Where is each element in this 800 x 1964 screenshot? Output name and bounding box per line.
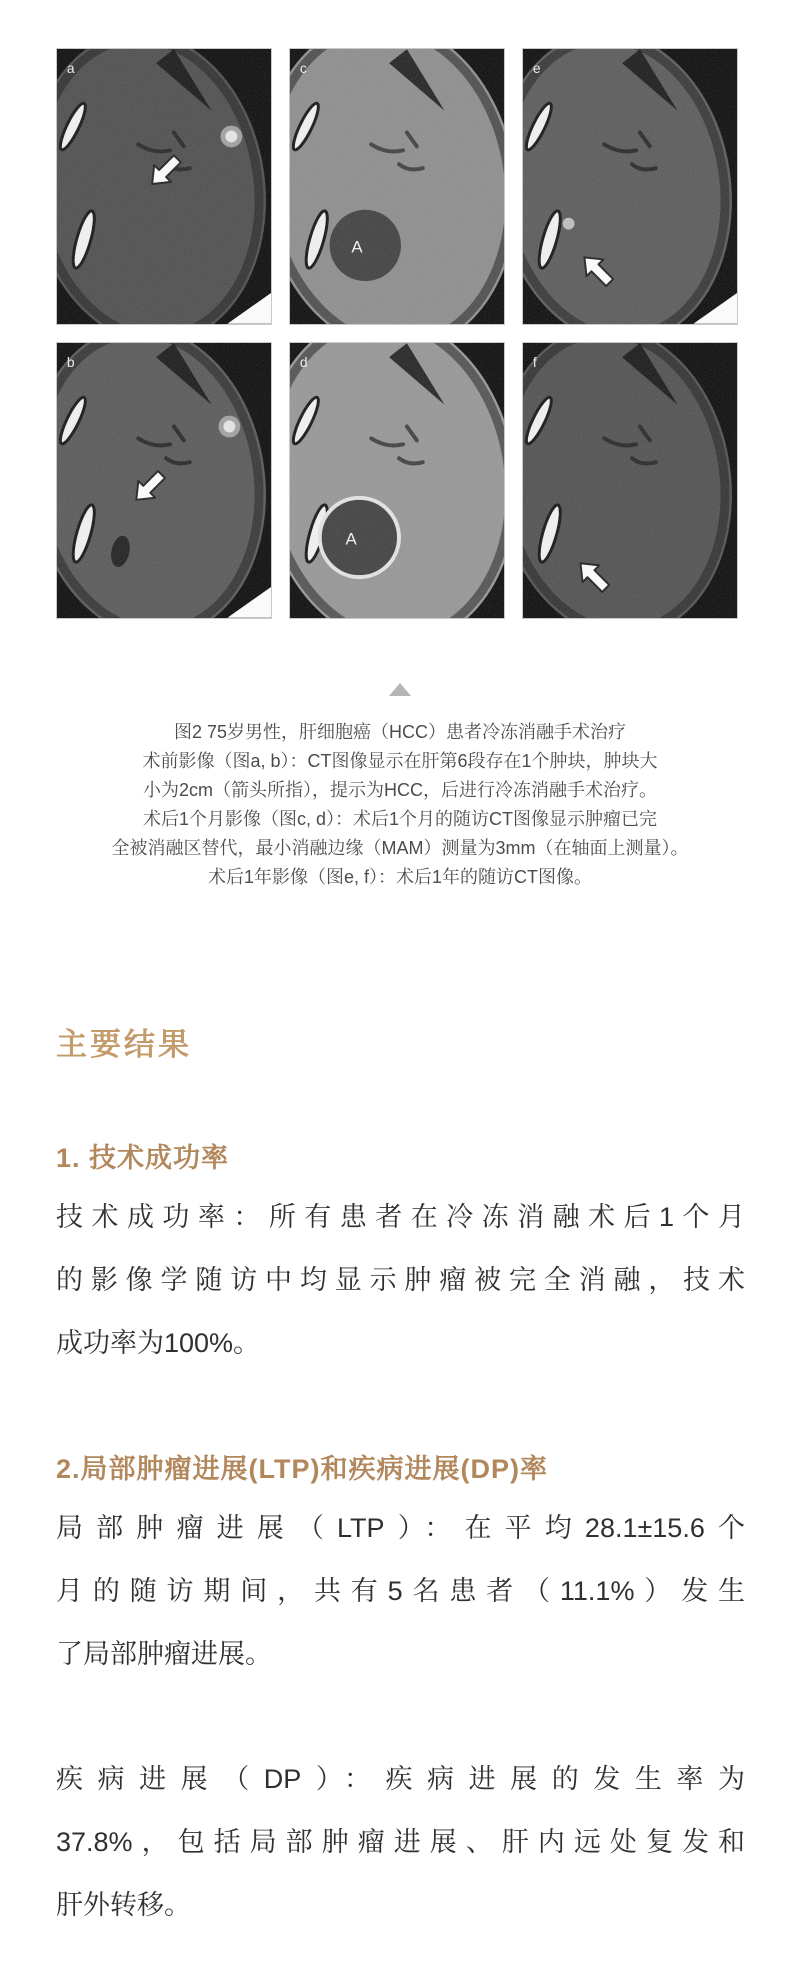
subsection-heading-1: 1. 技术成功率 <box>56 1143 230 1173</box>
paragraph-line: 疾病进展（DP）：疾病进展的发生率为 <box>56 1764 745 1794</box>
panel-letter-label: f <box>532 354 537 371</box>
caption-line: 小为2cm（箭头所指），提示为HCC，后进行冷冻消融手术治疗。 <box>143 780 657 800</box>
panel-letter-label: d <box>299 354 308 371</box>
ct-image-f <box>522 342 738 619</box>
paragraph-line: 的影像学随访中均显示肿瘤被完全消融，技术 <box>56 1265 745 1295</box>
ct-scan-e <box>523 49 737 324</box>
ct-image-e <box>522 48 738 325</box>
caption-line: 图2 75岁男性，肝细胞癌（HCC）患者冷冻消融手术治疗 <box>173 722 627 742</box>
panel-letter-label: e <box>532 60 541 77</box>
caption-line: 术前影像（图a, b）：CT图像显示在肝第6段存在1个肿块，肿块大 <box>142 751 658 771</box>
ct-figure-grid <box>0 0 738 619</box>
page-title: 主要结果 <box>56 1027 192 1062</box>
paragraph <box>56 1497 745 1686</box>
paragraph-line: 肝外转移。 <box>56 1890 191 1920</box>
caption-line: 全被消融区替代，最小消融边缘（MAM）测量为3mm（在轴面上测量）。 <box>111 838 689 858</box>
paragraph <box>56 1748 745 1937</box>
panel-letter-label: b <box>66 354 75 371</box>
ct-scan-f <box>523 343 737 618</box>
paragraph-line: 了局部肿瘤进展。 <box>56 1639 272 1669</box>
panel-letter-label: a <box>66 60 75 77</box>
ct-image-a <box>56 48 272 325</box>
paragraph-line: 技术成功率：所有患者在冷冻消融术后1个月 <box>56 1202 745 1232</box>
ct-scan-d <box>290 343 504 618</box>
ct-image-c <box>289 48 505 325</box>
results-section <box>0 1026 800 1962</box>
paragraph-line: 局部肿瘤进展（LTP）：在平均28.1±15.6个 <box>56 1513 745 1543</box>
caption-line: 术后1年影像（图e, f）：术后1年的随访CT图像。 <box>207 867 593 887</box>
paragraph-line: 月的随访期间，共有5名患者（11.1%）发生 <box>56 1576 745 1606</box>
paragraph-line: 成功率为100%。 <box>56 1328 261 1358</box>
ct-image-d <box>289 342 505 619</box>
paragraph-line: 37.8%，包括局部肿瘤进展、肝内远处复发和 <box>56 1827 745 1857</box>
panel-letter-label: c <box>299 60 307 77</box>
ct-scan-b <box>57 343 271 618</box>
ct-scan-c <box>290 49 504 324</box>
subsection-heading-2: 2.局部肿瘤进展(LTP)和疾病进展(DP)率 <box>56 1454 548 1484</box>
paragraph <box>56 1186 745 1375</box>
ablation-label: A <box>345 529 357 549</box>
ct-scan-a <box>57 49 271 324</box>
figure-caption <box>0 718 800 892</box>
collapse-triangle-icon <box>389 683 411 696</box>
caption-line: 术后1个月影像（图c, d）：术后1个月的随访CT图像显示肿瘤已完 <box>142 809 658 829</box>
ct-image-b <box>56 342 272 619</box>
ablation-label: A <box>351 237 363 257</box>
